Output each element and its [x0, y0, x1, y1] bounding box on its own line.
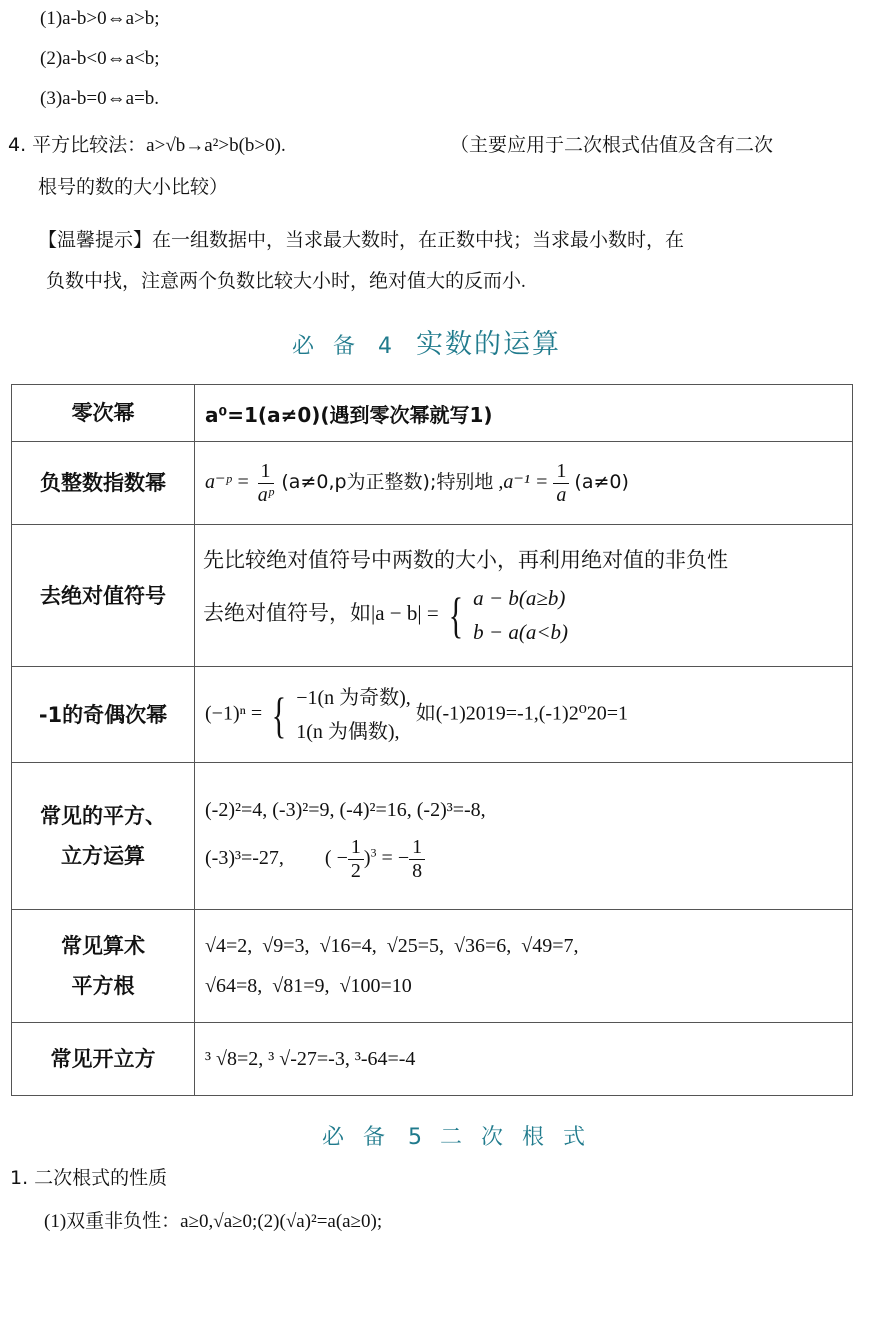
square-roots-line-1: √4=2, √9=3, √16=4, √25=5, √36=6, √49=7, [205, 935, 579, 957]
left-brace: { [271, 686, 287, 743]
case-2: b − a(a<b) [473, 619, 568, 644]
rule-1: (1)a-b>0⇔a>b; [40, 8, 160, 29]
fraction-eighth [409, 836, 425, 883]
squares-cubes-content [195, 763, 853, 910]
fraction [255, 460, 277, 507]
fraction-numerator-2: 1 [553, 460, 569, 484]
squares-line-2: (-3)³=-27, [205, 846, 284, 869]
section-4-heading [292, 322, 561, 361]
section-4-prefix: 必 备 [292, 334, 361, 359]
radical-property-1: (1)双重非负性：a≥0,√a≥0;(2)(√a)²=a(a≥0); [44, 1211, 383, 1232]
fraction-denominator-2: a [556, 483, 567, 506]
fraction-denominator: aᵖ [257, 483, 274, 506]
case-1: −1(n 为奇数), [296, 686, 411, 709]
squares-line-2-row [205, 836, 852, 883]
radical-properties-heading: 1. 二次根式的性质 [10, 1167, 168, 1189]
section-4-number: 4 [378, 334, 392, 359]
absolute-value-text-2-line [203, 581, 852, 649]
table-row-squares-cubes [12, 763, 853, 910]
section-5-title: 二 次 根 式 [440, 1125, 591, 1150]
table-row-neg-one-power [12, 667, 853, 763]
row-label-line-2: 立方运算 [61, 844, 145, 868]
cases [473, 581, 568, 649]
table-row-absolute-value [12, 525, 853, 667]
row-label: 去绝对值符号 [12, 525, 195, 667]
row-label: -1的奇偶次幂 [12, 667, 195, 763]
cases [296, 681, 411, 749]
neg-one-lhs: (−1)ⁿ = [205, 702, 263, 725]
square-method-line [8, 130, 286, 157]
row-label: 零次幂 [12, 385, 195, 442]
neg-one-example: 如(-1)2019=-1,(-1)2⁰20=1 [415, 702, 628, 725]
formula-condition-2: (a≠0) [574, 470, 629, 493]
row-label: 负整数指数幂 [12, 442, 195, 525]
table-row-square-roots [12, 910, 853, 1023]
fraction-half [348, 836, 364, 883]
cube-roots-content: ³ √8=2, ³ √-27=-3, ³-64=-4 [195, 1023, 853, 1096]
rule-3: (3)a-b=0⇔a=b. [40, 88, 160, 109]
real-number-operations-table [11, 384, 853, 1096]
tip-line-1: 【温馨提示】在一组数据中，当求最大数时，在正数中找；当求最小数时，在 [38, 230, 685, 251]
absolute-value-content [195, 525, 853, 667]
left-brace: { [448, 586, 464, 643]
fraction-numerator: 1 [409, 836, 425, 860]
fraction-numerator: 1 [258, 460, 274, 484]
absolute-value-text-2: 去绝对值符号，如|a − b| = [203, 600, 439, 625]
table-row-cube-roots [12, 1023, 853, 1096]
section-4-title: 实数的运算 [416, 329, 561, 360]
row-label-line-1: 常见算术 [61, 934, 145, 958]
row-label-line-2: 平方根 [71, 974, 135, 998]
formula-lhs-2: ,a⁻¹ = [498, 470, 549, 493]
row-label [12, 910, 195, 1023]
section-5-prefix: 必 备 [322, 1125, 391, 1150]
fraction-numerator: 1 [348, 836, 364, 860]
case-1: a − b(a≥b) [473, 585, 566, 610]
row-label: 常见开立方 [12, 1023, 195, 1096]
neg-one-power-content [195, 667, 853, 763]
table-row-negative-exponent [12, 442, 853, 525]
section-5-number: 5 [408, 1125, 422, 1150]
section-5-heading [322, 1120, 591, 1151]
tip-line-2: 负数中找，注意两个负数比较大小时，绝对值大的反而小. [46, 271, 526, 292]
squares-line-1: (-2)²=4, (-3)²=9, (-4)²=16, (-2)³=-8, [205, 798, 486, 821]
rule-2: (2)a-b<0⇔a<b; [40, 48, 160, 69]
fraction-2 [553, 460, 569, 507]
absolute-value-text-1: 先比较绝对值符号中两数的大小，再利用绝对值的非负性 [203, 547, 728, 572]
table-row-zero-power [12, 385, 853, 442]
formula-condition: (a≠0,p为正整数);特别地 [281, 470, 494, 493]
zero-power-content: a⁰=1(a≠0)(遇到零次幂就写1) [195, 385, 853, 442]
square-method-note-2: 根号的数的大小比较） [38, 176, 229, 198]
fraction-denominator: 8 [412, 859, 423, 882]
square-roots-line-2: √64=8, √81=9, √100=10 [205, 975, 412, 997]
negative-exponent-content [195, 442, 853, 525]
half-cubed-formula: ( − $\frac{1}{2}$ )$^3$ = − $\frac{1}{8}$ [325, 847, 425, 869]
square-method-label: 4. 平方比较法： [8, 134, 147, 156]
square-roots-content [195, 910, 853, 1023]
row-label [12, 763, 195, 910]
case-2: 1(n 为偶数), [296, 720, 400, 743]
square-method-formula: a>√b→a²>b(b>0). [146, 135, 286, 156]
square-method-note-1: （主要应用于二次根式估值及含有二次 [450, 134, 774, 156]
row-label-line-1: 常见的平方、 [40, 804, 166, 828]
fraction-denominator: 2 [350, 859, 361, 882]
formula-lhs: a⁻ᵖ = [205, 470, 250, 493]
